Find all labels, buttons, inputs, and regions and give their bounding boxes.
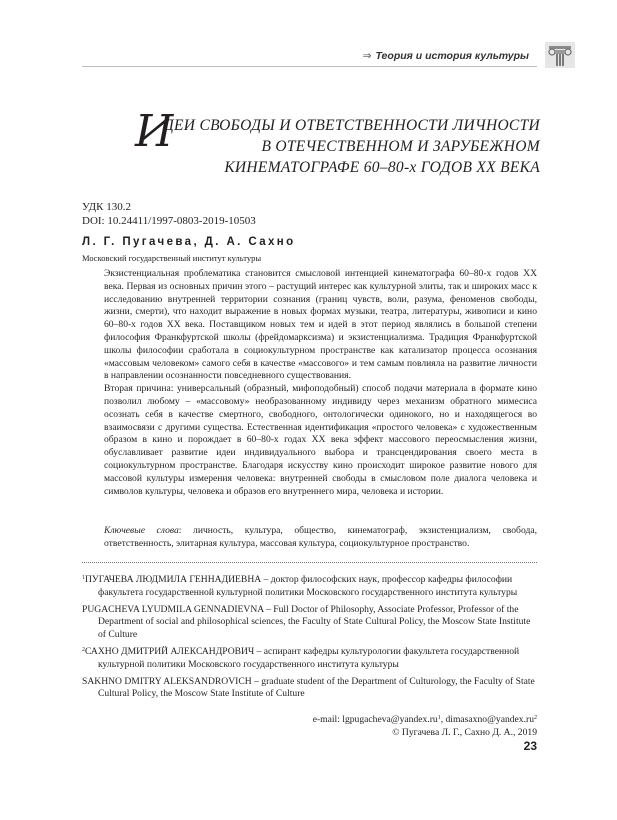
- author-note: $^1$ПУГАЧЕВА ЛЮДМИЛА ГЕННАДИЕВНА – доктор философских наук, профессор кафедры философии факультета государственной культурной политики Московского государственного института культуры: [82, 574, 518, 598]
- author-note: SAKHNO DMITRY ALEKSANDROVICH – graduate student of the Department of Culturology, the Faculty of State Cultural Policy, the Moscow State Institute of Culture: [82, 675, 535, 700]
- author-note: $^2$САХНО ДМИТРИЙ АЛЕКСАНДРОВИЧ – аспирант кафедры культурологии факультета государственной культурной политики Московского государственного института культуры: [82, 645, 520, 670]
- abstract: [104, 268, 537, 498]
- footnote-divider: [82, 562, 537, 563]
- contact-email: e-mail: $lgpugacheva@yandex.ru^1$, $dimasaxno@yandex.ru^2$: [312, 714, 537, 725]
- authors: Л. Г. Пугачева, Д. А. Сахно: [82, 236, 296, 248]
- keywords-label: Ключевые слова: [104, 525, 179, 536]
- title-line-3: КИНЕМАТОГРАФЕ 60–80-х ГОДОВ XX ВЕКА: [224, 159, 540, 176]
- author-notes: [82, 572, 537, 703]
- doi: DOI: 10.24411/1997-0803-2019-10503: [82, 215, 256, 227]
- copyright: © Пугачева Л. Г., Сахно Д. А., 2019: [392, 727, 537, 738]
- column-capital-icon: [545, 42, 575, 68]
- title-line-1: ДЕИ СВОБОДЫ И ОТВЕТСТВЕННОСТИ ЛИЧНОСТИ: [163, 117, 540, 134]
- section-rubric: [363, 50, 529, 62]
- running-header: [82, 44, 537, 67]
- udk-code: УДК 130.2: [82, 201, 132, 213]
- author-note: PUGACHEVA LYUDMILA GENNADIEVNA – Full Doctor of Philosophy, Associate Professor, Professor of the Department of social and philosophical sciences, the Faculty of State Cultural Policy, the Moscow State Institute of Culture: [82, 603, 531, 641]
- article-title: [120, 115, 540, 178]
- abstract-paragraph-2: Вторая причина: универсальный (образный, мифоподобный) способ подачи материала в формате кино позволил любому – «массовому» необразованному индивиду через механизм обратного мимесиса осознать себя в качестве смертного, свободного, онтологически одинокого, но и находящегося во взаимосвязи с другими существа. Естественная идентификация «простого человека» с художественным образом в кино и порождает в 60–80-х годах XX века эффект массового переосмысления жизни, обуславливает развитие идеи индивидуального выбора и трансцендирования своего места в социокультурном пространстве. Благодаря искусству кино происходит широкое развитие нового для массовой культуры измерения человека: внутренней свободы в смысловом поле диалога человека и символов культуры, человека и образов его внутреннего мира, человека и истории.: [104, 383, 537, 497]
- abstract-paragraph-1: Экзистенциальная проблематика становится смысловой интенцией кинематографа 60–80-х годов XX века. Первая из основных причин этого – растущий интерес как культурной элиты, так и широких масс к исследованию внутренней территории сознания (границ чувств, воли, разума, феноменов свободы, жизни, смерти), что находит выражение в новых формах музыки, театра, литературы, живописи и кино 60–80-х годов XX века. Поставщиком новых тем и идей в этот период являлись в большой степени философия Франкфуртской школы (фрейдомарксизма) и экзистенциализма. Традиция Франкфуртской школы философии сработала в социокультурном пространстве как катализатор процесса осознания «массовым человеком» самого себя в качестве «массового» и тем самым повлияла на развитие личности в направлении осознанности повседневного существования.: [104, 268, 537, 382]
- page-number: 23: [523, 739, 537, 753]
- keywords-text: : личность, культура, общество, кинематограф, экзистенциализм, свобода, ответственность, элитарная культура, массовая культура, социокультурное пространство.: [104, 525, 537, 549]
- rubric-label: Теория и история культуры: [375, 50, 529, 62]
- arrow-icon: ⇒: [362, 50, 372, 62]
- keywords: [104, 525, 537, 551]
- title-line-2: В ОТЕЧЕСТВЕННОМ И ЗАРУБЕЖНОМ: [261, 138, 540, 155]
- affiliation: Московский государственный институт культуры: [82, 253, 262, 263]
- title-initial: И: [135, 106, 174, 157]
